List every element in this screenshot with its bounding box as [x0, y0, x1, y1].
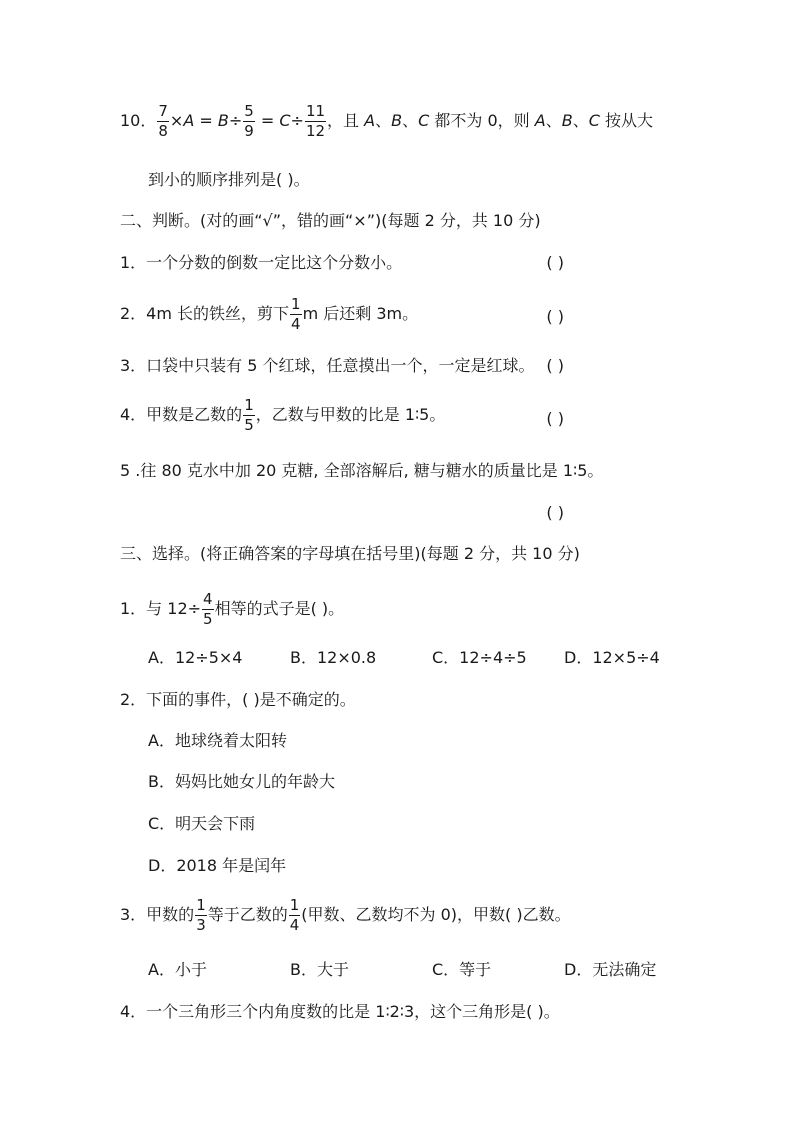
choice-q2: 2．下面的事件，( )是不确定的。 — [120, 690, 356, 709]
choice-q1 — [120, 592, 684, 627]
var-c: C — [418, 111, 430, 130]
frac-den: 5 — [203, 610, 213, 628]
frac-num: 1 — [289, 896, 300, 914]
question-text: 3．甲数的 — [120, 905, 195, 924]
equals-sign: = — [194, 111, 218, 130]
option-c: C．12÷4÷5 — [432, 648, 527, 667]
fraction-1-3 — [195, 898, 207, 933]
judge-text: 3．口袋中只装有 5 个红球，任意摸出一个，一定是红球。 — [120, 356, 535, 375]
separator: 、 — [545, 111, 562, 130]
option-b: B．12×0.8 — [290, 648, 377, 667]
var-b: B — [391, 111, 403, 130]
var-a: A — [364, 111, 376, 130]
separator: 、 — [572, 111, 589, 130]
section2-title: 二、判断。(对的画“√”，错的画“×”)(每题 2 分，共 10 分) — [120, 211, 541, 230]
fraction-1-4 — [289, 898, 301, 933]
option-a: A．地球绕着太阳转 — [148, 731, 287, 750]
q10-line2: 到小的顺序排列是( )。 — [148, 170, 310, 189]
judge-text: 5 .往 80 克水中加 20 克糖, 全部溶解后, 糖与糖水的质量比是 1∶5。 — [120, 461, 604, 480]
fraction-11-12 — [305, 104, 326, 139]
answer-paren: ( ) — [546, 503, 564, 522]
frac-num: 11 — [305, 102, 326, 120]
answer-paren: ( ) — [546, 307, 564, 326]
separator: 、 — [375, 111, 392, 130]
judge-text: m 后还剩 3m。 — [302, 304, 419, 323]
question-text: 等于乙数的 — [207, 905, 288, 924]
frac-den: 8 — [158, 122, 168, 140]
q10-text: ，且 — [327, 111, 365, 130]
frac-num: 4 — [203, 590, 213, 608]
frac-den: 3 — [196, 916, 206, 934]
judge-item-2 — [120, 297, 684, 332]
frac-den: 4 — [291, 315, 301, 333]
var-c: C — [279, 111, 291, 130]
judge-text: 1．一个分数的倒数一定比这个分数小。 — [120, 253, 403, 272]
var-c: C — [588, 111, 600, 130]
answer-paren: ( ) — [546, 253, 564, 272]
frac-num: 1 — [291, 295, 301, 313]
frac-den: 5 — [244, 416, 254, 434]
question-text: 相等的式子是( )。 — [214, 599, 345, 618]
fraction-4-5 — [202, 592, 214, 627]
frac-den: 4 — [289, 916, 300, 934]
judge-text: ，乙数与甲数的比是 1∶5。 — [255, 405, 446, 424]
option-a: A．12÷5×4 — [148, 648, 243, 667]
option-d: D．12×5÷4 — [564, 648, 660, 667]
option-c: C．明天会下雨 — [148, 814, 256, 833]
judge-item-5 — [120, 460, 684, 482]
var-b: B — [561, 111, 573, 130]
q10-text: 都不为 0，则 — [429, 111, 535, 130]
var-a: A — [534, 111, 546, 130]
question-text: (甲数、乙数均不为 0)，甲数( )乙数。 — [301, 905, 571, 924]
frac-num: 1 — [196, 896, 206, 914]
times-sign: × — [169, 111, 184, 130]
q10-number: 10 — [120, 111, 141, 130]
option-d: D．2018 年是闰年 — [148, 856, 287, 875]
frac-num: 7 — [158, 102, 168, 120]
frac-den: 12 — [305, 122, 326, 140]
question-text: 1．与 12÷ — [120, 599, 202, 618]
divide-sign: ÷ — [290, 111, 304, 130]
divide-sign: ÷ — [228, 111, 243, 130]
option-c: C．等于 — [432, 960, 492, 979]
fraction-5-9 — [243, 104, 255, 139]
judge-text: 4．甲数是乙数的 — [120, 405, 243, 424]
equals-sign: = — [255, 111, 280, 130]
judge-item-3 — [120, 355, 684, 377]
judge-item-1 — [120, 252, 684, 274]
q10-line1 — [120, 104, 684, 139]
option-a: A．小于 — [148, 960, 207, 979]
answer-paren: ( ) — [546, 356, 564, 375]
choice-q4: 4．一个三角形三个内角度数的比是 1∶2∶3，这个三角形是( )。 — [120, 1002, 560, 1021]
option-d: D．无法确定 — [564, 960, 657, 979]
judge-text: 2．4m 长的铁丝，剪下 — [120, 304, 290, 323]
judge-item-4 — [120, 398, 684, 433]
fraction-7-8 — [157, 104, 169, 139]
fraction-1-4 — [290, 297, 302, 332]
option-b: B．大于 — [290, 960, 349, 979]
separator: 、 — [402, 111, 419, 130]
frac-num: 1 — [244, 396, 254, 414]
choice-q3 — [120, 898, 684, 933]
frac-num: 5 — [244, 102, 254, 120]
var-b: B — [217, 111, 229, 130]
frac-den: 9 — [244, 122, 254, 140]
var-a: A — [183, 111, 195, 130]
answer-paren: ( ) — [546, 409, 564, 428]
section3-title: 三、选择。(将正确答案的字母填在括号里)(每题 2 分，共 10 分) — [120, 544, 580, 563]
fraction-1-5 — [243, 398, 255, 433]
q10-dot: ． — [140, 111, 157, 130]
q10-text: 按从大 — [599, 111, 653, 130]
option-b: B．妈妈比她女儿的年龄大 — [148, 772, 335, 791]
